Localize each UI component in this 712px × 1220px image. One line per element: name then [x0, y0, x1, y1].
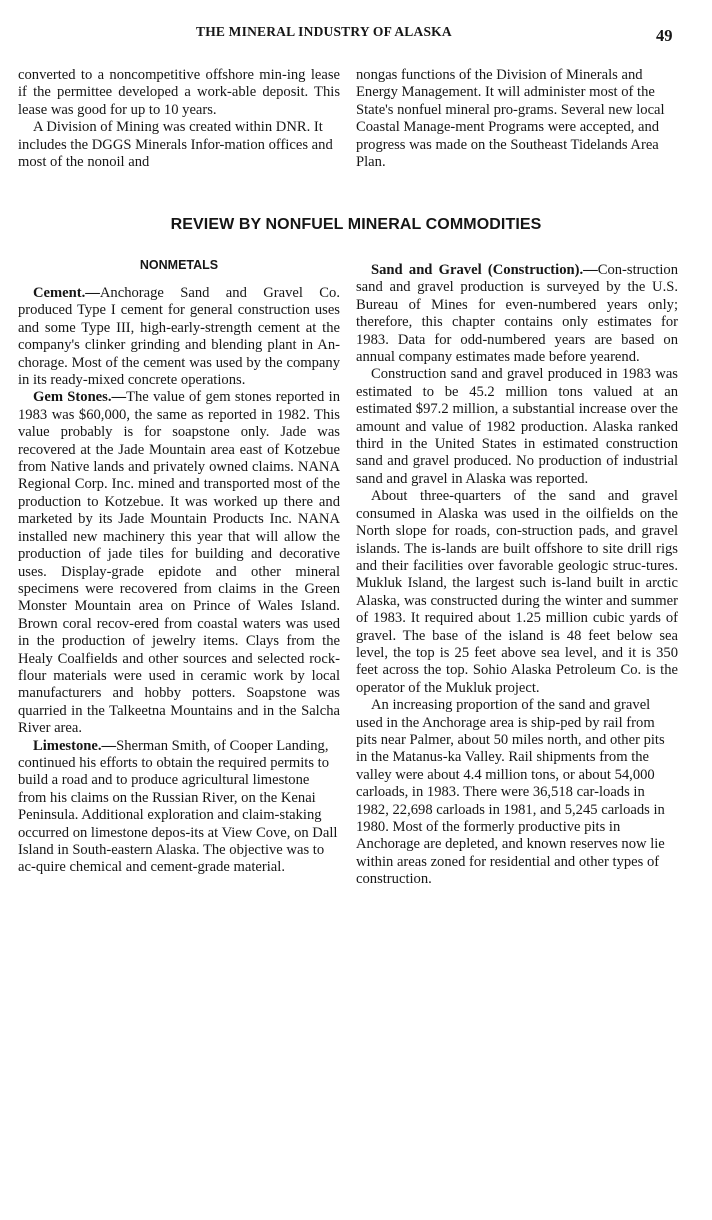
intro-paragraph: nongas functions of the Division of Minerals and Energy Management. It will administer most of the State's nonfuel mineral pro-grams. Several new local Coastal Manage-ment Programs were accepted, and progress was made on the Southeast Tidelands Area Plan. [356, 67, 665, 171]
body-paragraph: About three-quarters of the sand and gravel consumed in Alaska was used in the oilfields on the North slope for roads, con-struction pads, and gravel islands. The is-lands are built offshore to site drill rigs and their facilities over favorable geologic struc-tures. Mukluk Island, the largest such is-land built in arctic Alaska, was constructed during the winter and summer of 1983. It required about 1.25 million cubic yards of gravel. The base of the island is 48 feet below sea level, the top is 25 feet above sea level, and it is 350 feet across the top. Sohio Alaska Petroleum Co. is the operator of the Mukluk project. [356, 488, 678, 696]
commodity-text: Anchorage Sand and Gravel Co. produced Type I cement for general construction uses and some Type III, high-early-strength cement at the company's clinker grinding and blending plant in An-chorage. Most of the cement was used by the company in its ready-mixed concrete operations. [18, 285, 340, 389]
nonmetals-left-column [18, 285, 340, 877]
commodity-heading: Gem Stones.— [33, 389, 127, 406]
commodity-heading: Cement.— [33, 285, 100, 301]
commodity-heading: Sand and Gravel (Construction).— [371, 262, 598, 278]
commodity-paragraph-cement [18, 285, 340, 389]
commodity-text: Sherman Smith, of Cooper Landing, continued his efforts to obtain the required permits to build a road and to produce agricultural limestone from his claims on the Russian River, on the Kenai Peninsula. Additional exploration and claim-staking occurred on limestone depos-its at View Cove, on Dall Island in South-eastern Alaska. The objective was to ac-quire chemical and cement-grade material. [18, 737, 338, 876]
subsection-title: NONMETALS [139, 258, 219, 272]
page-number: 49 [656, 26, 673, 45]
intro-right-column [356, 67, 678, 171]
commodity-text: The value of gem stones reported in 1983 was $60,000, the same as reported in 1982. This value probably is for soapstone only. Jade was recovered at the Jade Mountain area east of Kotzebue from Native lands and privately owned claims. NANA Regional Corp. Inc. mined and transported most of the production to Kotzebue. It was worked up there and marketed by its Jade Mountain Products Inc. NANA installed new machinery this year that will allow the production of jade tiles for building and decorative uses. Display-grade epidote and other mineral specimens were recovered from claims in the Green Monster Mountain area on Prince of Wales Island. Brown coral recov-ered from coastal waters was used in the production of jewelry items. Clays from the Healy Coalfields and other sources and selected rock-flour materials were used in ceramic work by local manufacturers and hobby potters. Soapstone was quarried in the Talkeetna Mountains and in the Salcha River area. [18, 389, 340, 737]
intro-paragraph: A Division of Mining was created within DNR. It includes the DGGS Minerals Infor-mation offices and most of the nonoil and [18, 119, 333, 171]
commodity-paragraph-sand-gravel [356, 262, 678, 366]
commodity-paragraph-limestone [18, 738, 340, 877]
intro-paragraph: converted to a noncompetitive offshore min-ing lease if the permittee developed a work-able deposit. This lease was good for up to 10 years. [18, 67, 340, 118]
body-paragraph: Construction sand and gravel produced in 1983 was estimated to be 45.2 million tons valued at an estimated $97.2 million, a substantial increase over the amount and value of 1982 production. Alaska ranked third in the United States in estimated construction sand and gravel produced. No production of industrial sand and gravel in Alaska was reported. [356, 366, 678, 487]
commodity-text: Con-struction sand and gravel production is surveyed by the U.S. Bureau of Mines for even-numbered years only; therefore, this chapter contains only estimates for 1983. Data for odd-numbered years are based on annual company estimates made before yearend. [356, 262, 678, 366]
section-title: REVIEW BY NONFUEL MINERAL COMMODITIES [170, 216, 542, 233]
commodity-heading: Limestone.— [33, 737, 117, 754]
intro-left-column [18, 67, 340, 171]
commodity-paragraph-gem-stones [18, 389, 340, 737]
body-paragraph: An increasing proportion of the sand and gravel used in the Anchorage area is ship-ped by rail from pits near Palmer, about 50 miles north, and other pits in the Matanus-ka Valley. Rail shipments from the valley were about 4.4 million tons, or about 54,000 carloads, in 1983. There were 36,518 car-loads in 1982, 22,698 carloads in 1981, and 5,245 carloads in 1980. Most of the formerly productive pits in Anchorage are depleted, and known reserves now lie within areas zoned for residential and other types of construction. [356, 697, 665, 888]
running-head: THE MINERAL INDUSTRY OF ALASKA [196, 24, 452, 39]
nonmetals-right-column [356, 262, 678, 889]
